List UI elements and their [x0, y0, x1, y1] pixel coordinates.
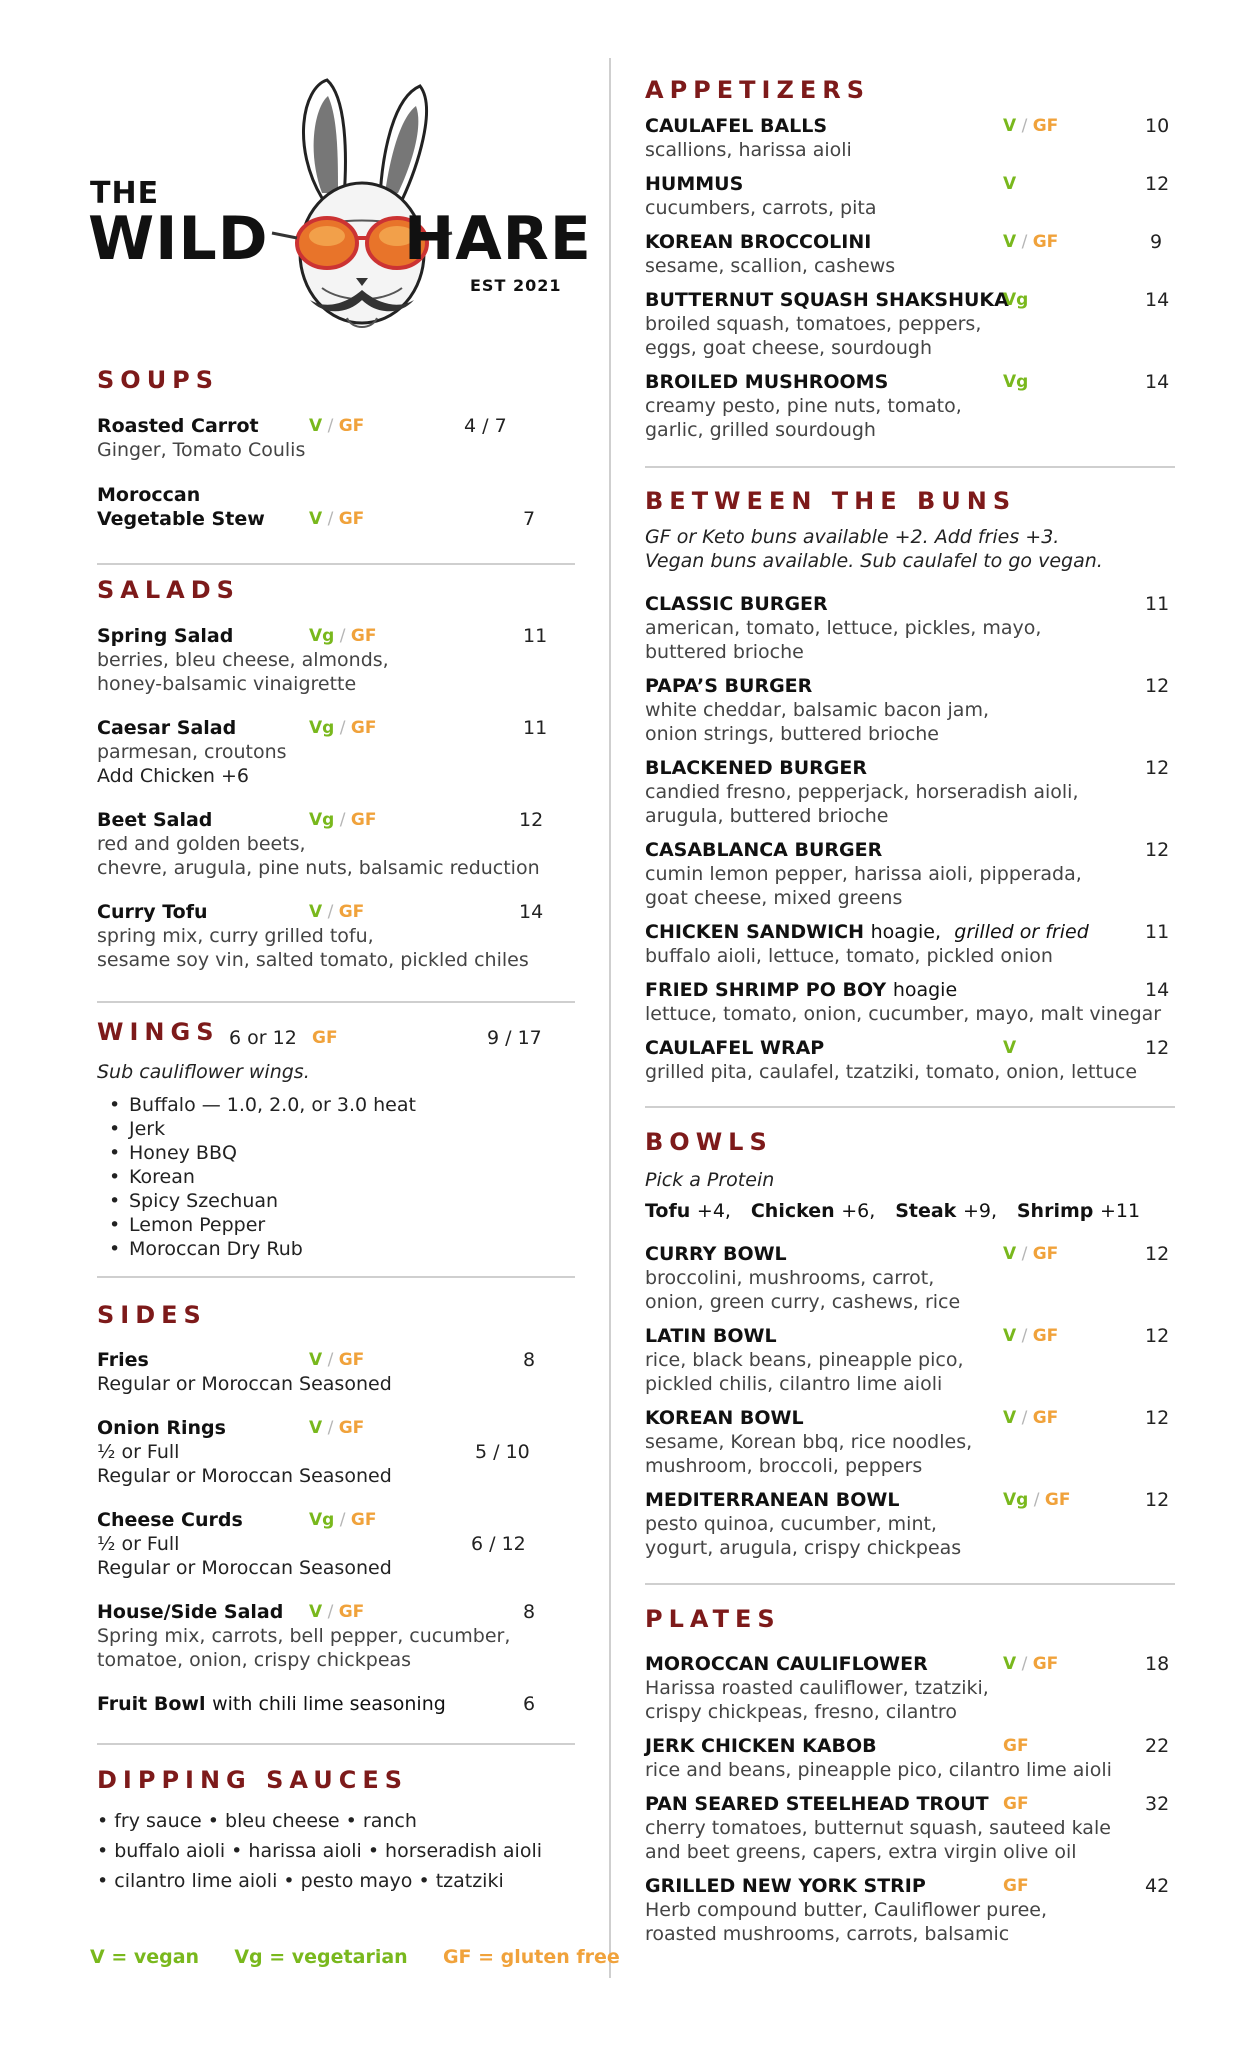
item-price: 11	[1145, 593, 1170, 615]
item-price: 12	[1145, 757, 1170, 779]
item-price: 12	[1145, 675, 1170, 697]
logo-established-text: EST 2021	[470, 276, 562, 295]
item-price: 11	[523, 625, 548, 647]
item-price: 14	[1145, 289, 1170, 311]
salads-title: SALADS	[97, 576, 240, 604]
diet-tags: V / GF	[1003, 1654, 1059, 1674]
item-price: 42	[1145, 1875, 1170, 1897]
bun-caulafel-wrap	[645, 1036, 1175, 1084]
item-price: 22	[1145, 1735, 1170, 1757]
side-fruit-bowl	[97, 1692, 575, 1716]
diet-tags: V / GF	[1003, 1326, 1059, 1346]
bun-papas-burger	[645, 674, 1175, 746]
item-name: Moroccan	[97, 484, 201, 506]
item-desc: Regular or Moroccan Seasoned	[97, 1373, 392, 1395]
item-name: PAPA’S BURGER	[645, 675, 813, 697]
item-name: CAULAFEL BALLS	[645, 115, 828, 137]
item-desc: broiled squash, tomatoes, peppers,	[645, 313, 982, 335]
logo-the-text: THE	[90, 176, 160, 211]
bowl-latin	[645, 1324, 1175, 1396]
item-name: MEDITERRANEAN BOWL	[645, 1489, 900, 1511]
buns-note-1: GF or Keto buns available +2. Add fries +3.	[645, 526, 1060, 548]
item-desc: eggs, goat cheese, sourdough	[645, 337, 933, 359]
item-price: 8	[523, 1601, 536, 1623]
wings-title: WINGS	[97, 1018, 220, 1046]
side-cheese-curds	[97, 1508, 575, 1580]
logo-hare-text: HARE	[404, 204, 592, 274]
item-desc: honey-balsamic vinaigrette	[97, 673, 357, 695]
item-desc: broccolini, mushrooms, carrot,	[645, 1267, 935, 1289]
legend-gluten-free: GF = gluten free	[442, 1946, 620, 1968]
diet-tags: GF	[1003, 1794, 1029, 1814]
item-desc: onion strings, buttered brioche	[645, 723, 939, 745]
item-price: 8	[523, 1349, 536, 1371]
section-divider	[645, 1106, 1175, 1108]
diet-tags: V / GF	[1003, 116, 1059, 136]
plate-grilled-new-york-strip	[645, 1874, 1175, 1946]
diet-tags: Vg / GF	[309, 626, 377, 646]
side-fries	[97, 1348, 575, 1396]
diet-tags: V / GF	[309, 1602, 365, 1622]
diet-tags: GF	[1003, 1876, 1029, 1896]
item-name: Caesar Salad	[97, 717, 237, 739]
item-desc: yogurt, arugula, crispy chickpeas	[645, 1537, 962, 1559]
item-name: Spring Salad	[97, 625, 234, 647]
appetizer-hummus	[645, 172, 1175, 220]
list-item: • Korean	[97, 1165, 416, 1189]
item-desc: arugula, buttered brioche	[645, 805, 889, 827]
item-desc: garlic, grilled sourdough	[645, 419, 876, 441]
diet-tags: V / GF	[309, 416, 365, 436]
diet-tags: V / GF	[1003, 232, 1059, 252]
item-desc: chevre, arugula, pine nuts, balsamic reduction	[97, 857, 540, 879]
diet-tags: V / GF	[309, 509, 365, 529]
item-price: 5 / 10	[475, 1441, 530, 1463]
item-price: 12	[1145, 1037, 1170, 1059]
item-name: MOROCCAN CAULIFLOWER	[645, 1653, 928, 1675]
appetizer-butternut-squash-shakshuka	[645, 288, 1175, 360]
soup-moroccan-vegetable-stew	[97, 483, 575, 531]
item-desc: creamy pesto, pine nuts, tomato,	[645, 395, 962, 417]
item-name: Vegetable Stew	[97, 508, 265, 530]
item-name: BUTTERNUT SQUASH SHAKSHUKA	[645, 289, 1009, 311]
list-item: • Moroccan Dry Rub	[97, 1237, 416, 1261]
item-price: 11	[523, 717, 548, 739]
item-name: Beet Salad	[97, 809, 213, 831]
item-desc: ½ or Full	[97, 1441, 180, 1463]
bowls-title: BOWLS	[645, 1128, 773, 1156]
item-name: Cheese Curds	[97, 1509, 243, 1531]
item-desc: and beet greens, capers, extra virgin olive oil	[645, 1841, 1077, 1863]
diet-tags: GF	[312, 1028, 338, 1048]
item-price: 12	[1145, 1489, 1170, 1511]
list-item: • Buffalo — 1.0, 2.0, or 3.0 heat	[97, 1093, 416, 1117]
item-desc: Spring mix, carrots, bell pepper, cucumber,	[97, 1625, 511, 1647]
protein-options: Tofu +4, Chicken +6, Steak +9, Shrimp +11	[645, 1200, 1141, 1222]
item-price: 12	[519, 809, 544, 831]
list-item: • cilantro lime aioli • pesto mayo • tzatziki	[97, 1870, 504, 1892]
sauce-list	[97, 1806, 542, 1896]
item-name: CASABLANCA BURGER	[645, 839, 883, 861]
item-desc: white cheddar, balsamic bacon jam,	[645, 699, 989, 721]
item-price: 12	[1145, 1243, 1170, 1265]
item-desc: sesame soy vin, salted tomato, pickled chiles	[97, 949, 529, 971]
diet-tags: V	[1003, 1038, 1017, 1058]
section-divider	[645, 466, 1175, 468]
item-desc: parmesan, croutons	[97, 741, 287, 763]
item-name: LATIN BOWL	[645, 1325, 777, 1347]
item-price: 7	[523, 508, 536, 530]
item-name: FRIED SHRIMP PO BOY hoagie	[645, 979, 958, 1001]
diet-tags: Vg / GF	[309, 1510, 377, 1530]
list-item: • Spicy Szechuan	[97, 1189, 416, 1213]
item-desc: Regular or Moroccan Seasoned	[97, 1557, 392, 1579]
item-name: PAN SEARED STEELHEAD TROUT	[645, 1793, 989, 1815]
diet-tags: Vg	[1003, 290, 1029, 310]
diet-tags: V / GF	[1003, 1408, 1059, 1428]
bun-classic-burger	[645, 592, 1175, 664]
buns-title: BETWEEN THE BUNS	[645, 487, 1017, 515]
item-name: CHICKEN SANDWICH hoagie, grilled or fried	[645, 921, 1089, 943]
item-desc: cumin lemon pepper, harissa aioli, pipperada,	[645, 863, 1082, 885]
diet-tags: Vg / GF	[309, 810, 377, 830]
item-name: JERK CHICKEN KABOB	[645, 1735, 877, 1757]
item-desc: goat cheese, mixed greens	[645, 887, 903, 909]
item-name: Fruit Bowl with chili lime seasoning	[97, 1693, 446, 1715]
section-divider	[97, 563, 575, 565]
bun-fried-shrimp-po-boy	[645, 978, 1175, 1026]
item-name: CLASSIC BURGER	[645, 593, 828, 615]
item-desc: Regular or Moroccan Seasoned	[97, 1465, 392, 1487]
item-desc: grilled pita, caulafel, tzatziki, tomato, onion, lettuce	[645, 1061, 1138, 1083]
plate-jerk-chicken-kabob	[645, 1734, 1175, 1782]
item-name: Onion Rings	[97, 1417, 226, 1439]
item-price: 12	[1145, 173, 1170, 195]
diet-tags: Vg	[1003, 372, 1029, 392]
logo-wild-text: WILD	[88, 204, 269, 274]
item-name: CURRY BOWL	[645, 1243, 787, 1265]
item-desc: scallions, harissa aioli	[645, 139, 852, 161]
item-price: 14	[1145, 371, 1170, 393]
item-desc: cherry tomatoes, butternut squash, sauteed kale	[645, 1817, 1111, 1839]
item-price: 11	[1145, 921, 1170, 943]
item-desc: tomatoe, onion, crispy chickpeas	[97, 1649, 412, 1671]
item-price: 14	[519, 901, 544, 923]
diet-legend	[90, 1946, 620, 1968]
item-name: GRILLED NEW YORK STRIP	[645, 1875, 926, 1897]
item-name: KOREAN BROCCOLINI	[645, 231, 872, 253]
item-price: 12	[1145, 839, 1170, 861]
item-desc: cucumbers, carrots, pita	[645, 197, 877, 219]
diet-tags: V / GF	[309, 902, 365, 922]
item-price: 12	[1145, 1407, 1170, 1429]
bun-blackened-burger	[645, 756, 1175, 828]
item-price: 6 / 12	[471, 1533, 526, 1555]
item-price: 10	[1145, 115, 1170, 137]
appetizer-korean-broccolini	[645, 230, 1175, 278]
item-desc: rice, black beans, pineapple pico,	[645, 1349, 964, 1371]
item-desc: rice and beans, pineapple pico, cilantro lime aioli	[645, 1759, 1112, 1781]
diet-tags: Vg / GF	[1003, 1490, 1071, 1510]
soup-roasted-carrot	[97, 414, 575, 462]
section-divider	[97, 1001, 575, 1003]
wings-sizes: 6 or 12	[229, 1027, 297, 1049]
item-desc: red and golden beets,	[97, 833, 306, 855]
legend-vegan: V = vegan	[90, 1946, 200, 1968]
item-desc: pickled chilis, cilantro lime aioli	[645, 1373, 943, 1395]
item-desc: roasted mushrooms, carrots, balsamic	[645, 1923, 1010, 1945]
legend-vegetarian: Vg = vegetarian	[234, 1946, 408, 1968]
item-name: KOREAN BOWL	[645, 1407, 804, 1429]
item-desc: sesame, scallion, cashews	[645, 255, 896, 277]
item-name: HUMMUS	[645, 173, 744, 195]
item-desc: spring mix, curry grilled tofu,	[97, 925, 374, 947]
salad-curry-tofu	[97, 900, 575, 972]
diet-tags: V	[1003, 174, 1017, 194]
item-name: Roasted Carrot	[97, 415, 259, 437]
item-desc: Herb compound butter, Cauliflower puree,	[645, 1899, 1048, 1921]
item-price: 6	[523, 1693, 536, 1715]
dipping-sauces-title: DIPPING SAUCES	[97, 1766, 409, 1794]
item-name: Fries	[97, 1349, 149, 1371]
item-name: CAULAFEL WRAP	[645, 1037, 825, 1059]
bun-chicken-sandwich	[645, 920, 1175, 968]
item-desc: mushroom, broccoli, peppers	[645, 1455, 923, 1477]
wings-flavor-list	[97, 1093, 416, 1261]
section-divider	[97, 1743, 575, 1745]
plate-moroccan-cauliflower	[645, 1652, 1175, 1724]
bowl-curry	[645, 1242, 1175, 1314]
item-price: 14	[1145, 979, 1170, 1001]
side-house-salad	[97, 1600, 575, 1672]
item-desc: candied fresno, pepperjack, horseradish aioli,	[645, 781, 1079, 803]
item-price: 9	[1150, 231, 1163, 253]
restaurant-logo	[82, 78, 592, 346]
diet-tags: Vg / GF	[309, 718, 377, 738]
item-name: Curry Tofu	[97, 901, 208, 923]
item-name: House/Side Salad	[97, 1601, 284, 1623]
buns-note-2: Vegan buns available. Sub caulafel to go vegan.	[645, 550, 1103, 572]
column-divider	[609, 58, 611, 1978]
list-item: • buffalo aioli • harissa aioli • horseradish aioli	[97, 1840, 543, 1862]
item-desc: crispy chickpeas, fresno, cilantro	[645, 1701, 957, 1723]
list-item: • Honey BBQ	[97, 1141, 416, 1165]
item-desc: lettuce, tomato, onion, cucumber, mayo, malt vinegar	[645, 1003, 1162, 1025]
item-desc: Add Chicken +6	[97, 765, 249, 787]
item-desc: buffalo aioli, lettuce, tomato, pickled onion	[645, 945, 1053, 967]
item-price: 32	[1145, 1793, 1170, 1815]
list-item: • Jerk	[97, 1117, 416, 1141]
item-desc: ½ or Full	[97, 1533, 180, 1555]
item-desc: sesame, Korean bbq, rice noodles,	[645, 1431, 973, 1453]
diet-tags: V / GF	[1003, 1244, 1059, 1264]
appetizers-title: APPETIZERS	[645, 76, 871, 104]
item-desc: pesto quinoa, cucumber, mint,	[645, 1513, 937, 1535]
item-price: 12	[1145, 1325, 1170, 1347]
item-desc: berries, bleu cheese, almonds,	[97, 649, 389, 671]
item-desc: Harissa roasted cauliflower, tzatziki,	[645, 1677, 989, 1699]
appetizer-broiled-mushrooms	[645, 370, 1175, 442]
item-desc: buttered brioche	[645, 641, 804, 663]
item-desc: Ginger, Tomato Coulis	[97, 439, 306, 461]
salad-caesar	[97, 716, 575, 788]
sides-title: SIDES	[97, 1301, 207, 1329]
list-item: • fry sauce • bleu cheese • ranch	[97, 1810, 417, 1832]
bowl-korean	[645, 1406, 1175, 1478]
bun-casablanca-burger	[645, 838, 1175, 910]
bowl-mediterranean	[645, 1488, 1175, 1560]
item-name: BROILED MUSHROOMS	[645, 371, 889, 393]
diet-tags: V / GF	[309, 1350, 365, 1370]
wings-price: 9 / 17	[487, 1027, 542, 1049]
list-item: • Lemon Pepper	[97, 1213, 416, 1237]
salad-beet	[97, 808, 575, 880]
appetizer-caulafel-balls	[645, 114, 1175, 162]
side-onion-rings	[97, 1416, 575, 1488]
item-desc: american, tomato, lettuce, pickles, mayo,	[645, 617, 1042, 639]
diet-tags: GF	[1003, 1736, 1029, 1756]
item-name: BLACKENED BURGER	[645, 757, 867, 779]
item-price: 4 / 7	[464, 415, 507, 437]
wings-note: Sub cauliflower wings.	[97, 1061, 310, 1083]
salad-spring	[97, 624, 575, 696]
section-divider	[97, 1276, 575, 1278]
bowls-note: Pick a Protein	[645, 1169, 775, 1191]
item-desc: onion, green curry, cashews, rice	[645, 1291, 961, 1313]
item-price: 18	[1145, 1653, 1170, 1675]
section-divider	[645, 1583, 1175, 1585]
plate-pan-seared-steelhead-trout	[645, 1792, 1175, 1864]
soups-title: SOUPS	[97, 366, 220, 394]
diet-tags: V / GF	[309, 1418, 365, 1438]
plates-title: PLATES	[645, 1605, 781, 1633]
